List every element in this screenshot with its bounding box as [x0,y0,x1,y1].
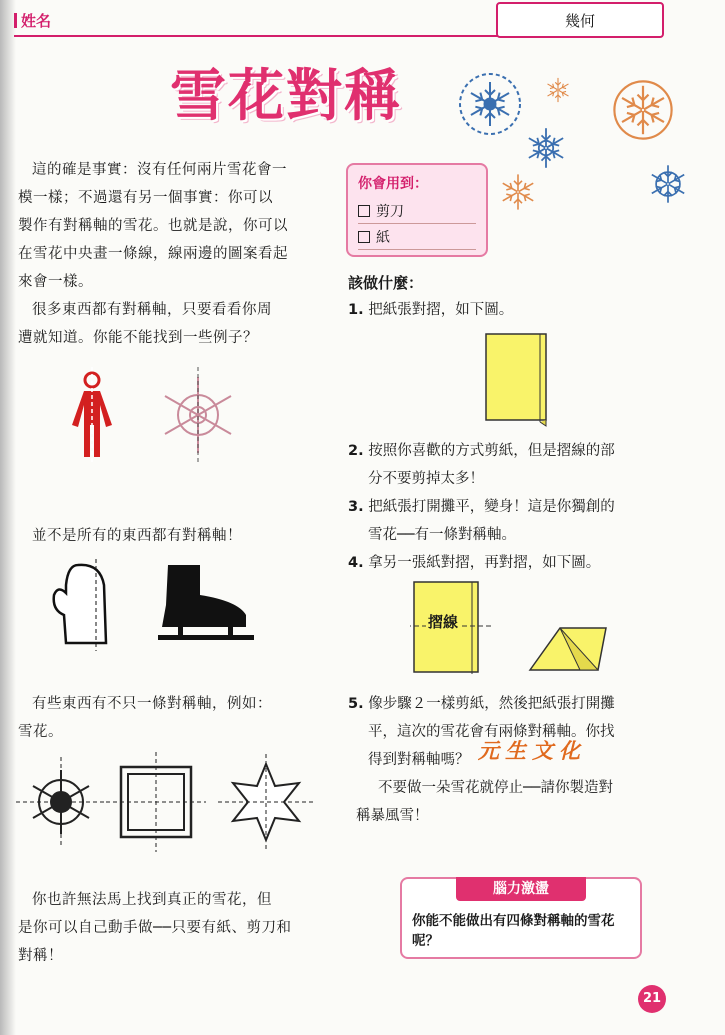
steps-heading: 該做什麼： [348,274,424,292]
text-line: 雪花。 [18,724,63,740]
closing-right-paragraph: 不要做一朵雪花就停止──請你製造對 稱暴風雪！ [356,780,613,824]
text-line: 這的確是事實：沒有任何兩片雪花會一 [32,162,287,178]
step-3: 3. 把紙張打開攤平，變身！這是你獨創的 雪花──有一條對稱軸。 [348,499,615,543]
mitten-illustration [48,555,128,655]
snowflake-icon [614,81,671,138]
star-icon [218,754,314,850]
square-frame-icon [106,752,206,852]
material-item: 紙 [358,227,476,250]
snowflake-icon [527,128,566,168]
brainstorm-box [400,877,642,959]
snowflake-icon [16,757,106,847]
text-line: 來會一樣。 [18,274,93,290]
snowflake-icon [546,78,570,102]
page-number: 21 [638,985,666,1013]
materials-heading: 你會用到： [358,176,428,192]
page-shadow [0,0,16,1035]
text-line: 製作有對稱軸的雪花。也就是說，你可以 [18,218,288,234]
materials-box [346,163,488,257]
checkbox-icon [358,231,370,243]
snowflake-icon [501,174,535,209]
snowflake-icon [650,165,687,202]
text-line: 模一樣；不過還有另一個事實：你可以 [18,190,273,206]
publisher-watermark: 元生文化 [478,738,586,763]
intro-paragraph [18,156,318,296]
step-4: 4. 拿另一張紙對摺，再對摺，如下圖。 [348,555,601,571]
text-line: 你也許無法馬上找到真正的雪花，但 [32,892,272,908]
name-label: 姓名 [14,10,51,31]
multi-axis-shapes-illustration [16,752,316,862]
examples-paragraph [18,296,318,352]
step-2: 2. 按照你喜歡的方式剪紙，但是摺線的部 分不要剪掉太多！ [348,443,615,487]
step-5: 5. 像步驟２一樣剪紙，然後把紙張打開攤 平，這次的雪花會有兩條對稱軸。你找 得到對稱軸嗎？ [348,696,615,768]
subject-label: 幾何 [564,11,595,30]
symmetric-figure-person-illustration [60,365,130,465]
text-line: 對稱！ [18,948,63,964]
text-line: 在雪花中央畫一條線，線兩邊的圖案看起 [18,246,288,262]
text-line: 是你可以自己動手做──只要有紙、剪刀和 [18,920,292,936]
text-line: 很多東西都有對稱軸，只要看看你周 [32,302,272,318]
closing-left-paragraph [18,886,318,970]
brainstorm-tag: 腦力激盪 [456,877,586,901]
multi-axis-paragraph [18,690,318,746]
symmetric-snowflake-illustration [158,365,238,465]
fold-line-label: 摺線 [428,613,459,631]
page-title: 雪花對稱 [170,64,402,129]
material-item: 剪刀 [358,201,476,224]
ice-skate-illustration [148,555,258,655]
step-1: 1. 把紙張對摺，如下圖。 [348,302,514,318]
snowflake-icon [460,74,520,134]
folded-paper-illustration [480,330,555,430]
brainstorm-question: 你能不能做出有四條對稱軸的雪花呢？ [412,913,615,949]
checkbox-icon [358,205,370,217]
text-line: 遭就知道。你能不能找到一些例子？ [18,330,258,346]
subject-box [496,2,664,38]
not-all-symmetric-text: 並不是所有的東西都有對稱軸！ [32,528,242,544]
text-line: 有些東西有不只一條對稱軸，例如： [32,696,272,712]
